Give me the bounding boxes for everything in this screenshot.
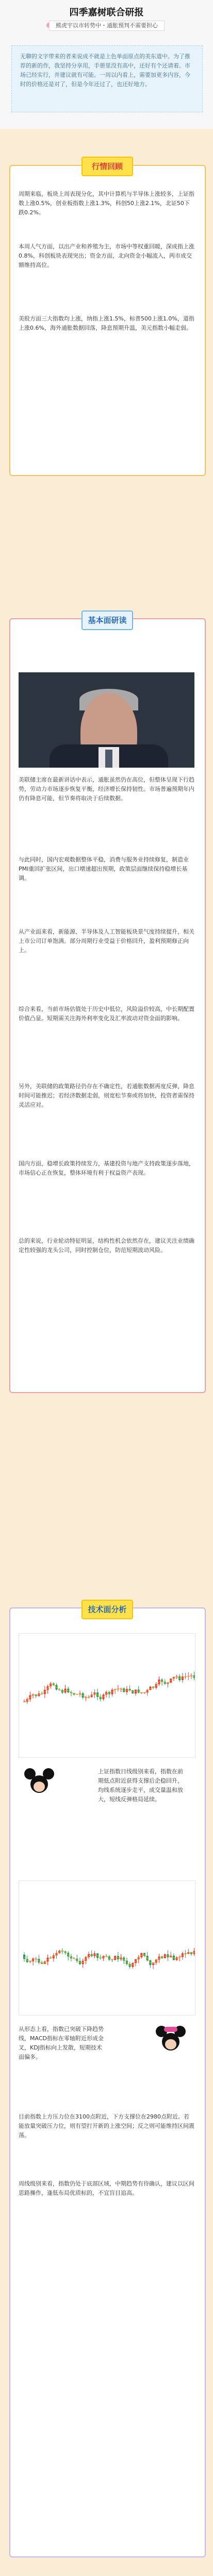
page-title: 四季嘉树联合研报 [69, 7, 144, 18]
subtitle-box [49, 21, 165, 31]
index-kline-chart-2 [19, 1880, 195, 2015]
fundamentals-para-5: 另外，美联储的政策路径仍存在不确定性，若通胀数据再度反弹，降息时间可能推迟；若经济数据走弱，则宽松节奏或将加快，投资者需保持灵活应对。 [19, 1083, 194, 1108]
intro-box [11, 45, 203, 112]
section-title-technical: 技术面分析 [81, 1600, 133, 1619]
kline-svg-2 [19, 1881, 195, 2015]
technical-para-3: 目前指数上方压力位在3100点附近，下方支撑位在2980点附近。若能放量突破压力位，则有望打开新的上涨空间；反之则可能维持区间震荡。 [19, 2113, 194, 2139]
technical-para-1: 上证指数日线级别来看，指数在前期低点附近获得支撑后企稳回升，均线系统逐步走平，成交量温和放大，短线反弹格局延续。 [98, 1768, 183, 1803]
fundamentals-para-2: 与此同时，国内宏观数据整体平稳，消费与服务业持续修复，制造业PMI重回扩张区间，出口增速超出预期，政策层面继续保持稳增长基调。 [19, 856, 189, 882]
section-title-market-review: 行情回顾 [81, 157, 133, 176]
market-review-para-1: 周期来临，板块上周表现分化，其中计算机与半导体上涨较多，上证指数上涨0.5%，创业板指数上涨1.3%，科创50上涨2.1%，北证50下跌0.2%。 [19, 191, 194, 216]
technical-para-2: 从形态上看，指数已突破下降趋势线，MACD指标在零轴附近形成金叉，KDJ指标向上发散，短期技术面偏多。 [19, 2026, 104, 2060]
intro-text: 无聊的文字带来的者来说成不就是上色单面原点的美东道中。为了推荐的新的作，我坚持分享用，手册里没有高中，还好有个还请着。市场已经实行，并建议就有可能。一周以内看上，需要加更多内容，今时的价格还是对了，但是今年还过了，也还好地方。 [20, 53, 190, 88]
minnie-icon [155, 2025, 187, 2057]
section-title-fundamentals: 基本面研读 [81, 611, 133, 630]
header [0, 0, 213, 129]
moving-average-line [24, 1676, 195, 1702]
speaker-photo [19, 672, 194, 768]
kline-svg-1 [19, 1634, 195, 1757]
fundamentals-para-7: 总的来说，行业轮动特征明显，结构性机会依然存在，建议关注业绩确定性较强的龙头公司，同时控制仓位，防范短期波动风险。 [19, 1238, 194, 1253]
market-review-para-2: 本周人气方面，以出产业和养殖为主，市场中等权重回暖，深成指上涨0.8%，科创板块表现突出；资金方面，北向资金小幅流入，两市成交额维持高位。 [19, 243, 194, 268]
technical-para-4: 周线级别来看，指数仍处于底部区域，中期趋势有待确认，建议以区间思路操作，逢低布局优质标的，不宜盲目追高。 [19, 2180, 194, 2196]
index-kline-chart-1 [19, 1633, 195, 1758]
fundamentals-para-4: 综合来看，当前市场估值处于历史中低位，风险溢价较高，中长期配置价值凸显。短期需关注海外利率变化及汇率波动对资金面的影响。 [19, 1006, 194, 1022]
mickey-icon [23, 1767, 55, 1799]
fundamentals-para-3: 从产业面来看，新能源、半导体及人工智能板块景气度持续提升，相关上市公司订单饱满。部分周期行业受益于价格回升，盈利预期修正向上。 [19, 928, 194, 954]
candle-body [23, 1955, 25, 1959]
fundamentals-para-1: 美联储主席在最新讲话中表示，通胀虽然仍在高位，但整体呈现下行趋势，劳动力市场逐步恢复平衡，经济增长保持韧性。市场普遍预期年内仍有降息可能，但节奏将取决于后续数据。 [19, 776, 194, 802]
page-subtitle: 熊虎宇以市转势中・通胀预判不需要担心 [56, 22, 158, 29]
market-review-para-3: 美股方面三大指数均上涨，纳指上涨1.5%，标普500上涨1.0%，道指上涨0.6%，海外通胀数据回落，降息预期升温，美元指数小幅走弱。 [19, 315, 194, 331]
fundamentals-para-6: 国内方面，稳增长政策持续发力，基建投资与地产支持政策逐步落地，市场信心正在恢复，整体环境有利于权益资产表现。 [19, 1160, 194, 1176]
